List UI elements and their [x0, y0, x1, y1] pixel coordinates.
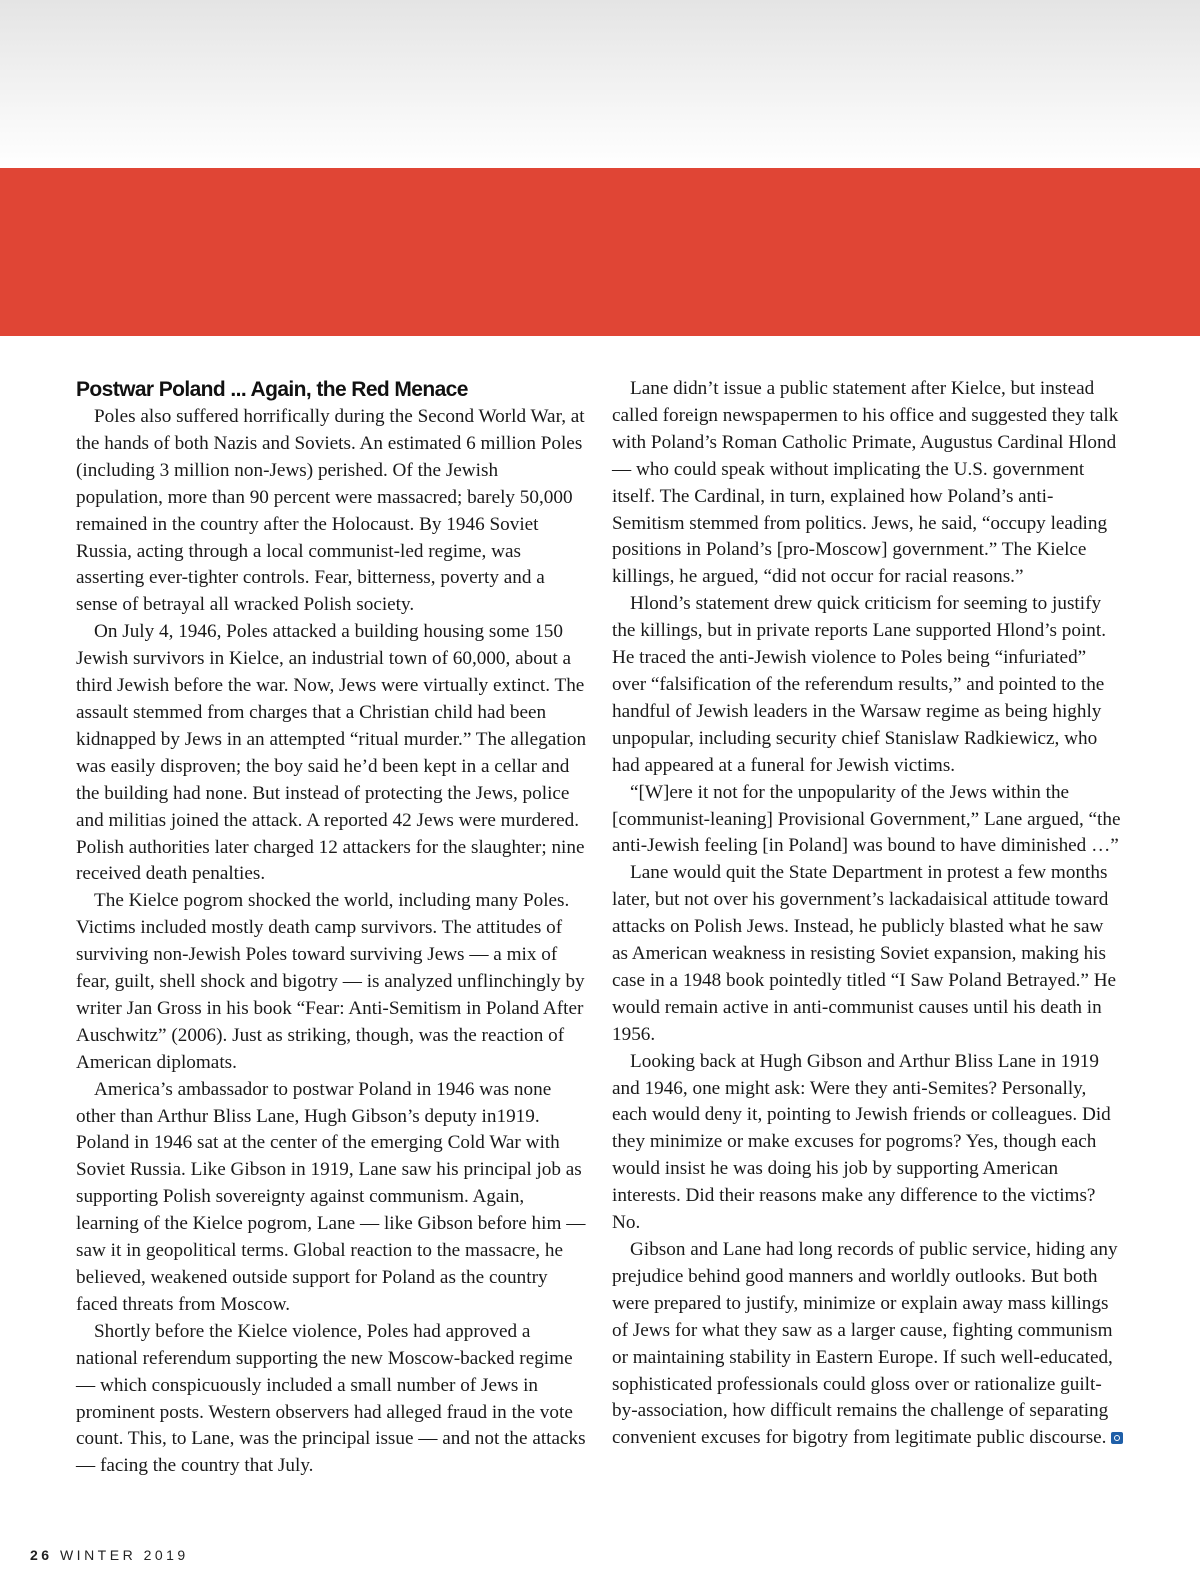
- paragraph: Lane didn’t issue a public statement after Kielce, but instead called foreign newspapermen to his office and suggested they talk with Poland’s Roman Catholic Primate, Augustus Cardinal Hlond — who could speak without implicating the U.S. government itself. The Cardinal, in turn, explained how Poland’s anti-Semitism stemmed from politics. Jews, he said, “occupy leading positions in Poland’s [pro-Moscow] government.” The Kielce killings, he argued, “did not occur for racial reasons.”: [612, 378, 1119, 588]
- issue-label: WINTER 2019: [59, 1547, 189, 1563]
- paragraph-final-text: Gibson and Lane had long records of public service, hiding any prejudice behind good manners and worldly outlooks. But both were prepared to justify, minimize or explain away mass killings of Jews for what they saw as a larger cause, fighting communism or maintaining stability in Eastern Europe. If such well-educated, sophisticated professionals could gloss over or rationalize guilt-by-association, how difficult remains the challenge of separating convenient excuses for bigotry from legitimate public discourse.: [612, 1239, 1118, 1449]
- paragraph: Hlond’s statement drew quick criticism for seeming to justify the killings, but in private reports Lane supported Hlond’s point. He traced the anti-Jewish violence to Poles being “infuriated” over “falsification of the referendum results,” and pointed to the handful of Jewish leaders in the Warsaw regime as being highly unpopular, including security chief Stanislaw Radkiewicz, who had appeared at a funeral for Jewish victims.: [612, 593, 1107, 776]
- header-gradient: [0, 0, 1200, 168]
- paragraph: Poles also suffered horrifically during the Second World War, at the hands of both Nazis and Soviets. An estimated 6 million Poles (including 3 million non-Jews) perished. Of the Jewish population, more than 90 percent were massacred; barely 50,000 remained in the country after the Holocaust. By 1946 Soviet Russia, acting through a local communist-led regime, was asserting ever-tighter controls. Fear, bitterness, poverty and a sense of betrayal all wracked Polish society.: [76, 406, 585, 616]
- article-column-left: [76, 376, 588, 1480]
- section-heading: Postwar Poland ... Again, the Red Menace: [76, 378, 468, 401]
- paragraph: On July 4, 1946, Poles attacked a building housing some 150 Jewish survivors in Kielce, an industrial town of 60,000, about a third Jewish before the war. Now, Jews were virtually extinct. The assault stemmed from charges that a Christian child had been kidnapped by Jews in an attempted “ritual murder.” The allegation was easily disproven; the boy said he’d been kept in a cellar and the building had none. But instead of protecting the Jews, police and militias joined the attack. A reported 42 Jews were murdered. Polish authorities later charged 12 attackers for the slaughter; nine received death penalties.: [76, 621, 587, 885]
- end-mark-icon: [1111, 1432, 1123, 1444]
- paragraph: America’s ambassador to postwar Poland in 1946 was none other than Arthur Bliss Lane, Hugh Gibson’s deputy in1919. Poland in 1946 sat at the center of the emerging Cold War with Soviet Russia. Like Gibson in 1919, Lane saw his principal job as supporting Polish sovereignty against communism. Again, learning of the Kielce pogrom, Lane — like Gibson before him — saw it in geopolitical terms. Global reaction to the massacre, he believed, weakened outside support for Poland as the country faced threats from Moscow.: [76, 1078, 586, 1315]
- page-footer: [30, 1547, 189, 1563]
- article-column-right: [612, 376, 1124, 1452]
- paragraph: “[W]ere it not for the unpopularity of the Jews within the [communist-leaning] Provisional Government,” Lane argued, “the anti-Jewish feeling [in Poland] was bound to have diminished …”: [612, 781, 1121, 857]
- paragraph-final: [612, 1237, 1124, 1452]
- paragraph: Shortly before the Kielce violence, Poles had approved a national referendum supporting the new Moscow-backed regime — which conspicuously included a small number of Jews in prominent posts. Western observers had alleged fraud in the vote count. This, to Lane, was the principal issue — and not the attacks — facing the country that July.: [76, 1320, 586, 1477]
- red-banner: [0, 168, 1200, 336]
- paragraph: The Kielce pogrom shocked the world, including many Poles. Victims included mostly death camp survivors. The attitudes of surviving non-Jewish Poles toward surviving Jews — a mix of fear, guilt, shell shock and bigotry — is analyzed unflinchingly by writer Jan Gross in his book “Fear: Anti-Semitism in Poland After Auschwitz” (2006). Just as striking, though, was the reaction of American diplomats.: [76, 890, 585, 1073]
- page-number: 26: [30, 1547, 53, 1563]
- paragraph: Lane would quit the State Department in protest a few months later, but not over his government’s lackadaisical attitude toward attacks on Polish Jews. Instead, he publicly blasted what he saw as American weakness in resisting Soviet expansion, making his case in a 1948 book pointedly titled “I Saw Poland Betrayed.” He would remain active in anti-communist causes until his death in 1956.: [612, 862, 1117, 1045]
- paragraph: Looking back at Hugh Gibson and Arthur Bliss Lane in 1919 and 1946, one might ask: Were they anti-Semites? Personally, each would deny it, pointing to Jewish friends or colleagues. Did they minimize or make excuses for pogroms? Yes, though each would insist he was doing his job by supporting American interests. Did their reasons make any difference to the victims? No.: [612, 1050, 1111, 1234]
